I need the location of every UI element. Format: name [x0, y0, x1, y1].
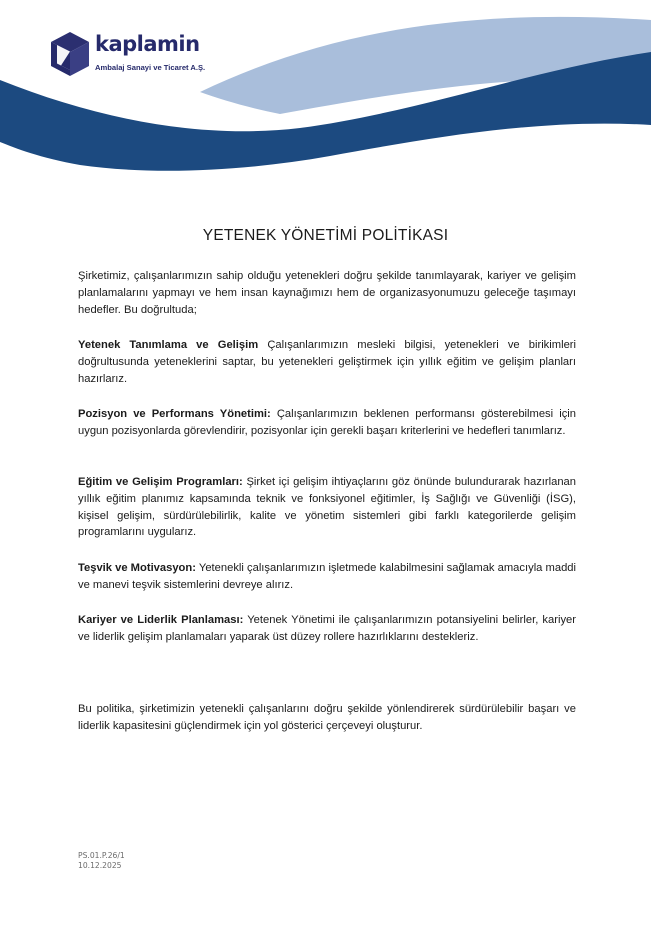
section-heading: Pozisyon ve Performans Yönetimi:: [78, 408, 271, 420]
document-title: YETENEK YÖNETİMİ POLİTİKASI: [202, 227, 449, 244]
conclusion-paragraph: Bu politika, şirketimizin yetenekli çalışanlarını doğru şekilde yönlendirerek sürdürülebilir başarı ve liderlik kapasitesini güçlendirmek için yol gösterici çerçeveyi oluşturur.: [78, 703, 576, 732]
document-date: 10.12.2025: [78, 861, 122, 870]
section-text: Yetenek Yönetimi ile çalışanlarımızın potansiyelini belirler, kariyer ve liderlik gelişim planlamaları yaparak üst düzey rollere hazırlıklarını destekleriz.: [78, 614, 576, 643]
section-text: Çalışanlarımızın beklenen performansı gösterebilmesi için uygun pozisyonlarda görevlendirir, pozisyonlar için gerekli başarı kriterlerini ve hedefleri tanımlarız.: [78, 408, 576, 437]
section-heading: Teşvik ve Motivasyon:: [78, 562, 196, 574]
logo-wordmark: kaplamin: [95, 32, 200, 56]
section-position-performance: [78, 406, 576, 440]
section-text: Çalışanlarımızın mesleki bilgisi, yetenekleri ve birikimleri doğrultusunda yeteneklerini saptar, bu yetenekleri geliştirmek için yıllık eğitim ve gelişim planları hazırlarız.: [78, 339, 577, 385]
section-career-leadership: [78, 612, 576, 646]
document-code: PS.01.P.26/1: [78, 851, 125, 860]
section-heading: Eğitim ve Gelişim Programları:: [78, 476, 243, 488]
section-incentive-motivation: [78, 560, 576, 594]
section-heading: Yetenek Tanımlama ve Gelişim: [78, 339, 259, 351]
section-talent-identification: [78, 337, 576, 387]
section-training-programs: [78, 474, 576, 541]
company-logo: [49, 30, 239, 85]
intro-paragraph: Şirketimiz, çalışanlarımızın sahip olduğu yetenekleri doğru şekilde tanımlayarak, kariyer ve gelişim planlamalarını yapmayı ve hem insan kaynağımızı hem de organizasyonumuzu geleceğe taşımayı hedefler. Bu doğrultuda;: [78, 270, 576, 316]
section-heading: Kariyer ve Liderlik Planlaması:: [78, 614, 244, 626]
logo-subtitle: Ambalaj Sanayi ve Ticaret A.Ş.: [95, 63, 206, 72]
section-text: Yetenekli çalışanlarımızın işletmede kalabilmesini sağlamak amacıyla maddi ve manevi teşvik sistemlerini devreye alırız.: [78, 562, 576, 591]
section-text: Şirket içi gelişim ihtiyaçlarını göz önünde bulundurarak hazırlanan yıllık eğitim planımız kapsamında teknik ve fonksiyonel eğitimler, İş Sağlığı ve Güvenliği (İSG), kişisel gelişim, sürdürülebilirlik, kalite ve yönetim sistemleri gibi farklı kategorilerde gelişim programlarını uygularız.: [78, 476, 577, 539]
logo-box-icon: [49, 30, 91, 80]
